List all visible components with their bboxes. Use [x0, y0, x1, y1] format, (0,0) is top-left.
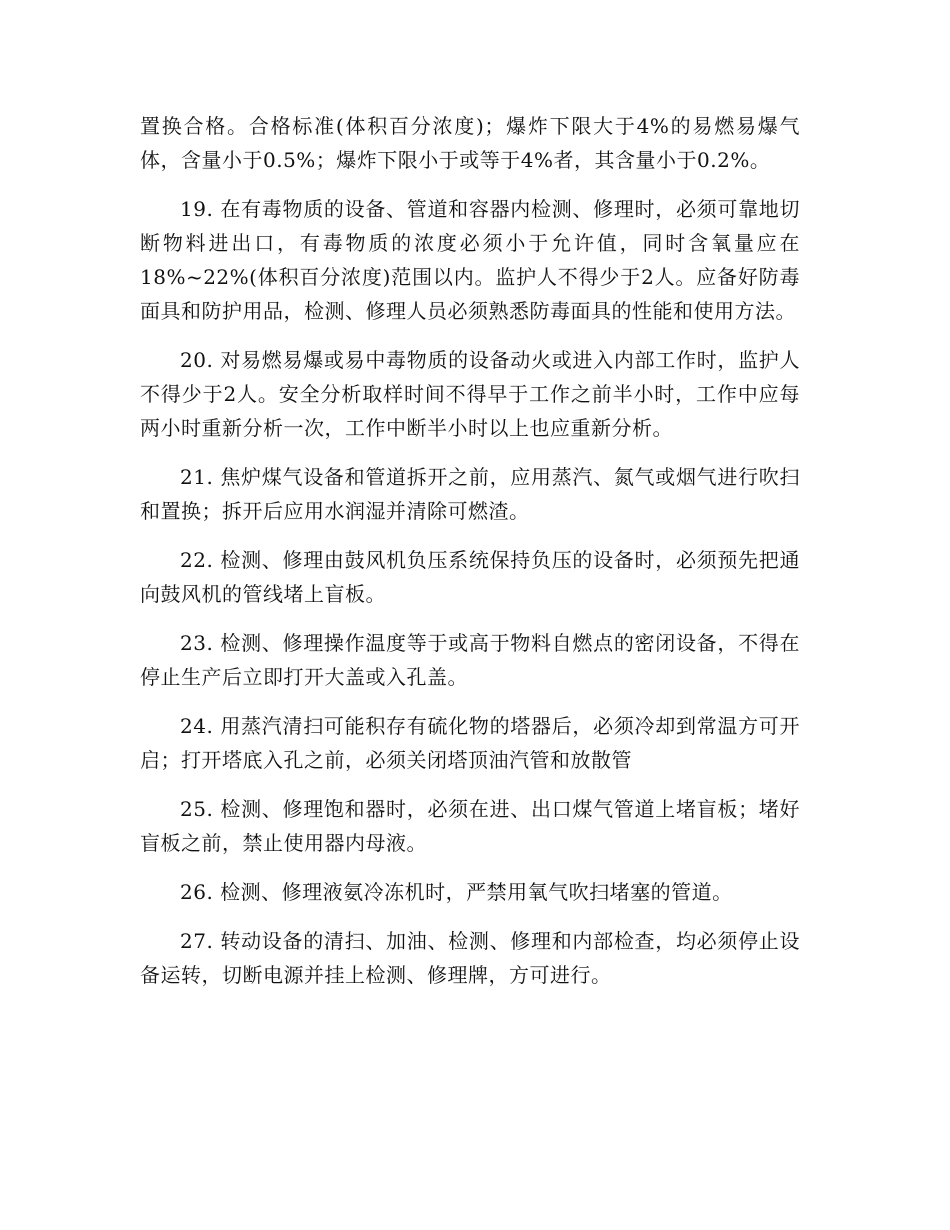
paragraph-text: 检测、修理操作温度等于或高于物料自燃点的密闭设备，不得在停止生产后立即打开大盖或入孔盖。	[140, 631, 801, 689]
paragraph-text: 检测、修理饱和器时，必须在进、出口煤气管道上堵盲板；堵好盲板之前，禁止使用器内母液。	[140, 797, 801, 855]
item-number: 22.	[180, 548, 214, 572]
paragraph-item-20	[140, 343, 800, 445]
item-number: 25.	[180, 797, 214, 821]
paragraph-item-24	[140, 709, 800, 777]
item-number: 20.	[180, 348, 214, 372]
item-number: 27.	[180, 929, 214, 953]
paragraph-text: 转动设备的清扫、加油、检测、修理和内部检查，均必须停止设备运转，切断电源并挂上检测、修理牌，方可进行。	[140, 929, 801, 987]
paragraph-text: 用蒸汽清扫可能积存有硫化物的塔器后，必须冷却到常温方可开启；打开塔底入孔之前，必须关闭塔顶油汽管和放散管	[140, 714, 801, 772]
paragraph-item-27	[140, 924, 800, 992]
paragraph-item-21	[140, 460, 800, 528]
paragraph-item-25	[140, 792, 800, 860]
paragraph-text: 置换合格。合格标准(体积百分浓度)；爆炸下限大于4%的易燃易爆气体，含量小于0.5%；爆炸下限小于或等于4%者，其含量小于0.2%。	[140, 114, 800, 172]
paragraph-text: 对易燃易爆或易中毒物质的设备动火或进入内部工作时，监护人不得少于2人。安全分析取样时间不得早于工作之前半小时，工作中应每两小时重新分析一次，工作中断半小时以上也应重新分析。	[140, 348, 801, 440]
document-body	[140, 109, 800, 992]
item-number: 21.	[180, 465, 214, 489]
paragraph-item-23	[140, 626, 800, 694]
paragraph-continuation	[140, 109, 800, 177]
paragraph-text: 检测、修理由鼓风机负压系统保持负压的设备时，必须预先把通向鼓风机的管线堵上盲板。	[140, 548, 801, 606]
item-number: 23.	[180, 631, 214, 655]
paragraph-item-26	[140, 875, 800, 909]
item-number: 24.	[180, 714, 214, 738]
paragraph-text: 焦炉煤气设备和管道拆开之前，应用蒸汽、氮气或烟气进行吹扫和置换；拆开后应用水润湿并清除可燃渣。	[140, 465, 801, 523]
item-number: 26.	[180, 880, 214, 904]
paragraph-text: 检测、修理液氨冷冻机时，严禁用氧气吹扫堵塞的管道。	[220, 880, 733, 904]
item-number: 19.	[180, 197, 214, 221]
paragraph-item-19	[140, 192, 800, 328]
paragraph-item-22	[140, 543, 800, 611]
paragraph-text: 在有毒物质的设备、管道和容器内检测、修理时，必须可靠地切断物料进出口，有毒物质的浓度必须小于允许值，同时含氧量应在18%~22%(体积百分浓度)范围以内。监护人不得少于2人。应备好防毒面具和防护用品，检测、修理人员必须熟悉防毒面具的性能和使用方法。	[140, 197, 801, 323]
